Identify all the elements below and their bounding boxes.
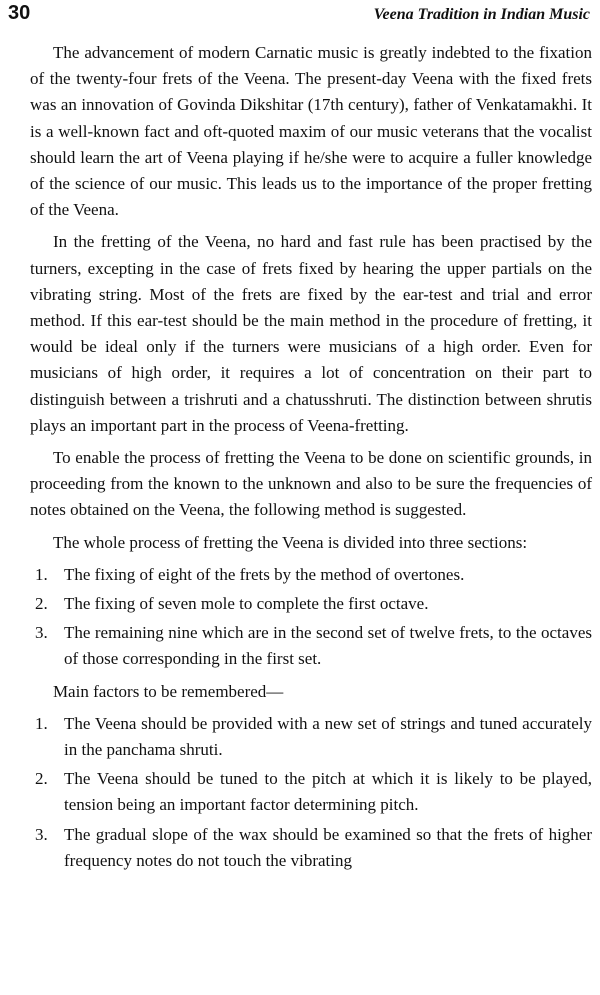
list-item	[30, 562, 592, 588]
list-text: The Veena should be tuned to the pitch at which it is likely to be played, tension being an important factor determining pitch.	[64, 769, 592, 815]
paragraph: The whole process of fretting the Veena is divided into three sections:	[52, 532, 528, 552]
running-title: Veena Tradition in Indian Music	[373, 6, 590, 23]
page-number: 30	[8, 2, 31, 24]
paragraph: In the fretting of the Veena, no hard and fast rule has been practised by the turners, excepting in the case of frets fixed by hearing the upper partials on the vibrating string. Most of the frets are fixed by the ear-test and trial and error method. If this ear-test should be the main method in the procedure of fretting, it would be ideal only if the turners were musicians of a high order. Even for musicians of high order, it requires a lot of concentration on their part to distinguish between a trishruti and a chatusshruti. The distinction between shrutis plays an important part in the process of Veena-fretting.	[30, 232, 592, 435]
factors-list	[30, 711, 592, 874]
page-header	[8, 2, 590, 28]
paragraph: The advancement of modern Carnatic music is greatly indebted to the fixation of the twenty-four frets of the Veena. The present-day Veena with the fixed frets was an innovation of Govinda Dikshitar (17th century), father of Venkatamakhi. It is a well-known fact and oft-quoted maxim of our music veterans that the vocalist should learn the art of Veena playing if he/she were to acquire a fuller knowledge of the science of our music. This leads us to the importance of the proper fretting of the Veena.	[30, 43, 592, 220]
list-text: The fixing of eight of the frets by the method of overtones.	[64, 564, 465, 584]
page-body	[30, 40, 592, 880]
list-item	[30, 620, 592, 672]
list-text: The Veena should be provided with a new set of strings and tuned accurately in the panchama shruti.	[64, 713, 592, 760]
list-item	[30, 766, 592, 818]
list-number: 2.	[35, 594, 48, 614]
list-text: The fixing of seven mole to complete the first octave.	[64, 594, 429, 614]
list-number: 1.	[35, 713, 48, 733]
sections-list	[30, 562, 592, 673]
paragraph: To enable the process of fretting the Veena to be done on scientific grounds, in proceeding from the known to the unknown and also to be sure the frequencies of notes obtained on the Veena, the following method is suggested.	[30, 448, 592, 520]
list-number: 1.	[35, 564, 48, 584]
list-item	[30, 591, 592, 617]
list-number: 2.	[35, 769, 48, 789]
list-item	[30, 822, 592, 874]
list-number: 3.	[35, 824, 48, 844]
list-text: The gradual slope of the wax should be examined so that the frets of higher frequency notes do not touch the vibrating	[64, 824, 592, 870]
list-item	[30, 711, 592, 763]
list-number: 3.	[35, 623, 48, 643]
list-text: The remaining nine which are in the second set of twelve frets, to the octaves of those corresponding in the first set.	[64, 623, 592, 669]
factors-heading: Main factors to be remembered—	[52, 681, 284, 701]
